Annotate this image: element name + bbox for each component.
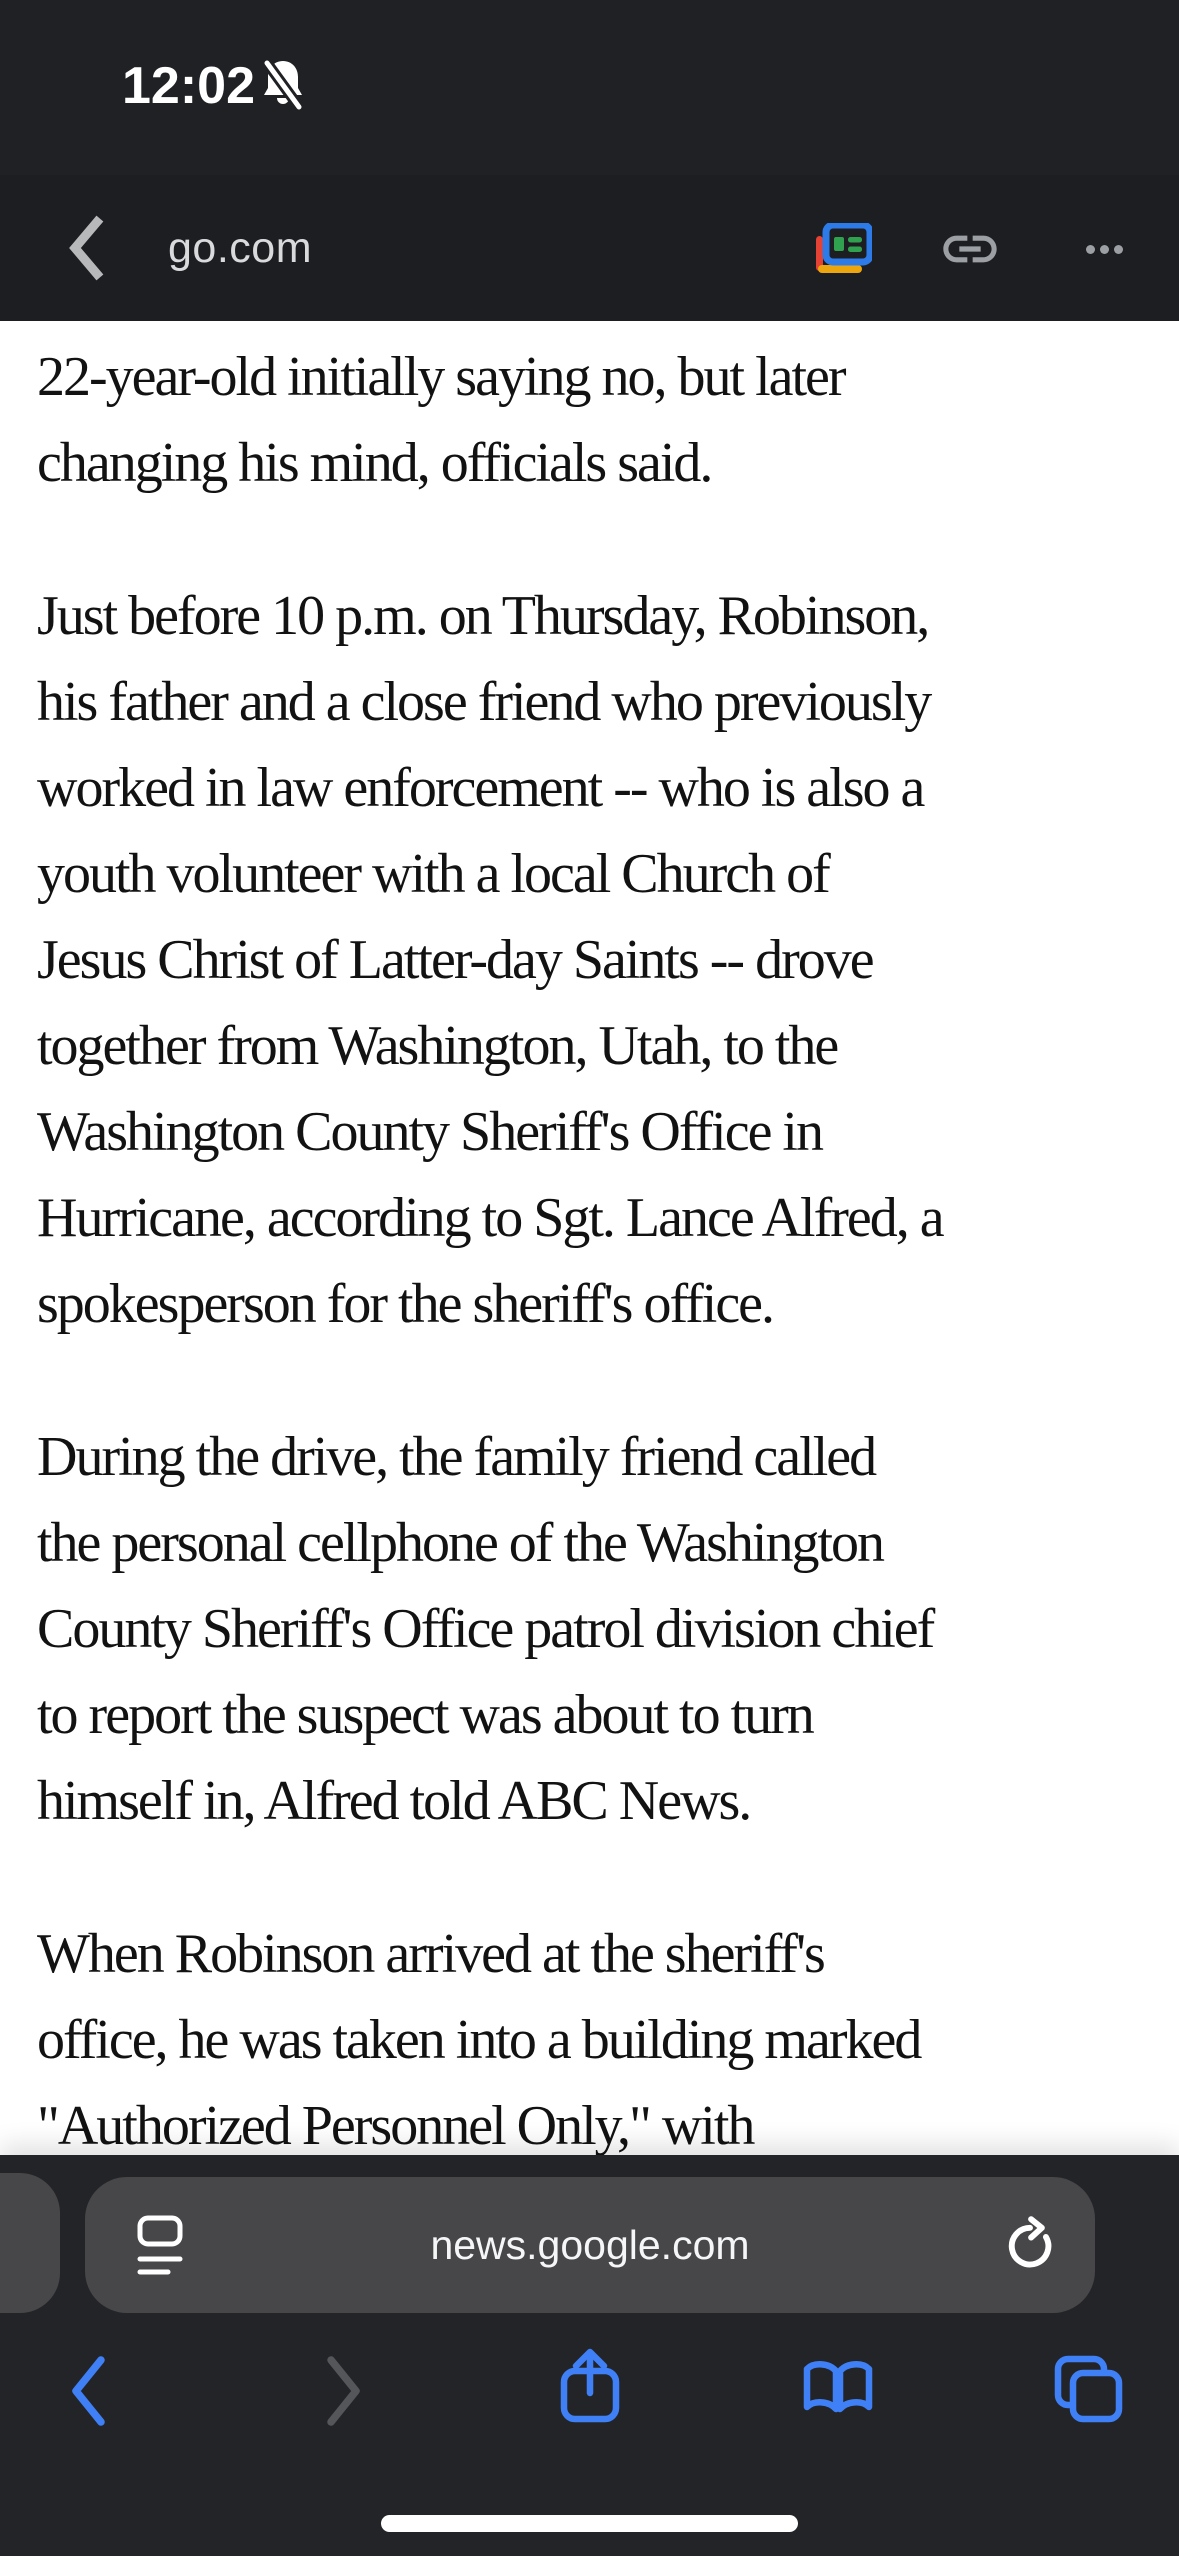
site-domain: go.com (168, 224, 313, 272)
status-time: 12:02 (122, 57, 255, 115)
forward-button[interactable] (321, 2353, 367, 2429)
article-paragraph: During the drive, the family friend called the personal cellphone of the Washington County Sheriff's Office patrol division chief to report the suspect was about to turn himself in, Alfred told ABC News. (37, 1426, 934, 1832)
back-button[interactable] (65, 2353, 111, 2429)
more-options-icon[interactable] (1086, 245, 1123, 254)
bookmarks-icon[interactable] (802, 2359, 874, 2421)
safari-bottom-bar (0, 2155, 1179, 2556)
home-indicator[interactable] (381, 2515, 798, 2532)
header-back-button[interactable] (66, 191, 106, 305)
google-news-icon[interactable] (814, 223, 872, 275)
status-bar (0, 0, 1179, 175)
article-paragraph: Just before 10 p.m. on Thursday, Robinson, his father and a close friend who previously worked in law enforcement -- who is also a youth volunteer with a local Church of Jesus Christ of Latter-day Saints -- drove together from Washington, Utah, to the Washington County Sheriff's Office in Hurricane, according to Sgt. Lance Alfred, a spokesperson for the sheriff's office. (37, 585, 943, 1335)
article-paragraph: 22-year-old initially saying no, but later changing his mind, officials said. (37, 346, 845, 494)
tabs-icon[interactable] (1054, 2355, 1124, 2423)
inapp-browser-header (0, 175, 1179, 321)
copy-link-icon[interactable] (938, 217, 1002, 281)
notifications-off-icon (260, 58, 306, 110)
address-bar[interactable] (85, 2177, 1095, 2313)
article-content (0, 321, 1179, 2155)
refresh-icon[interactable] (1004, 2216, 1056, 2272)
address-text: news.google.com (430, 2222, 750, 2268)
article-paragraph: When Robinson arrived at the sheriff's office, he was taken into a building marked "Authorized Personnel Only," with (37, 1923, 921, 2155)
adjacent-tab-edge[interactable] (0, 2173, 60, 2313)
share-icon[interactable] (558, 2345, 622, 2425)
